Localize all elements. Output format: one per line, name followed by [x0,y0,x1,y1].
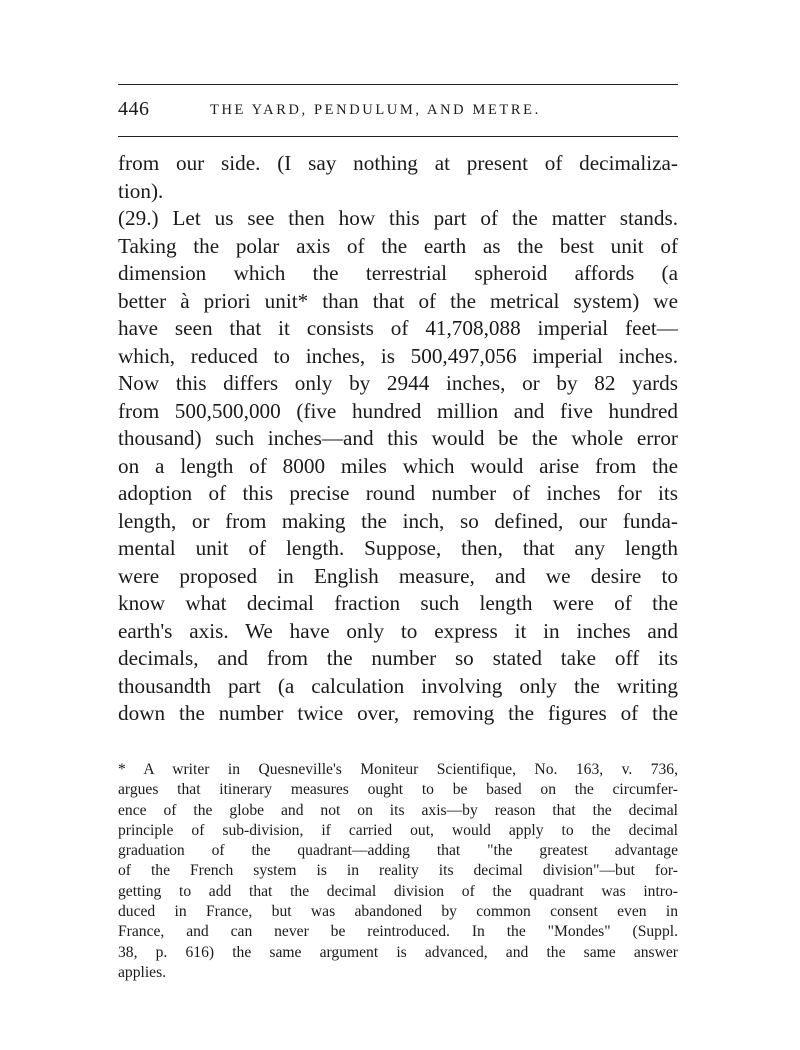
footnote-line: getting to add that the decimal division of the quadrant was intro- [118,882,678,900]
body-line: have seen that it consists of 41,708,088 imperial feet— [118,316,678,340]
footnote-line: of the French system is in reality its decimal division"—but for- [118,862,678,880]
header-top-rule [118,84,678,85]
body-line: know what decimal fraction such length were of the [118,591,678,615]
body-line: dimension which the terrestrial spheroid affords (a [118,261,678,285]
body-text [118,150,678,728]
page-number: 446 [118,98,150,120]
footnote-line: ence of the globe and not on its axis—by reason that the decimal [118,801,678,819]
body-line: length, or from making the inch, so defined, our funda- [118,508,678,533]
body-line: (29.) Let us see then how this part of the matter stands. [118,206,678,230]
body-line: on a length of 8000 miles which would arise from the [118,453,678,478]
footnote-line: duced in France, but was abandoned by common consent even in [118,903,678,921]
body-line: down the number twice over, removing the figures of the [118,701,678,725]
footnote-line: graduation of the quadrant—adding that "the greatest advantage [118,842,678,860]
running-title: THE YARD, PENDULUM, AND METRE. [210,102,541,118]
body-line: tion). [118,178,164,203]
body-line: better à priori unit* than that of the metrical system) we [118,288,678,313]
footnote-line: principle of sub-division, if carried out, would apply to the decimal [118,821,678,839]
body-line: from 500,500,000 (five hundred million and five hundred [118,398,678,423]
body-line: were proposed in English measure, and we desire to [118,563,678,588]
body-line: Now this differs only by 2944 inches, or by 82 yards [118,371,678,395]
body-line: adoption of this precise round number of inches for its [118,481,678,505]
footnote-line: 38, p. 616) the same argument is advanced, and the same answer [118,943,678,961]
body-line: from our side. (I say nothing at present of decimaliza- [118,151,678,175]
body-line: earth's axis. We have only to express it in inches and [118,618,678,643]
body-line: thousand) such inches—and this would be the whole error [118,426,678,450]
footnote-line: * A writer in Quesneville's Moniteur Scientifique, No. 163, v. 736, [118,761,678,778]
footnote [118,760,678,983]
body-line: mental unit of length. Suppose, then, that any length [118,536,678,560]
body-line: decimals, and from the number so stated take off its [118,646,678,670]
header-bottom-rule [118,136,678,137]
body-line: thousandth part (a calculation involving only the writing [118,673,678,698]
body-line: which, reduced to inches, is 500,497,056 imperial inches. [118,343,678,368]
footnote-line: applies. [118,963,167,981]
footnote-line: France, and can never be reintroduced. In the "Mondes" (Suppl. [118,923,678,941]
footnote-line: argues that itinerary measures ought to be based on the circumfer- [118,781,678,799]
running-head [118,98,678,128]
body-line: Taking the polar axis of the earth as the best unit of [118,233,678,258]
